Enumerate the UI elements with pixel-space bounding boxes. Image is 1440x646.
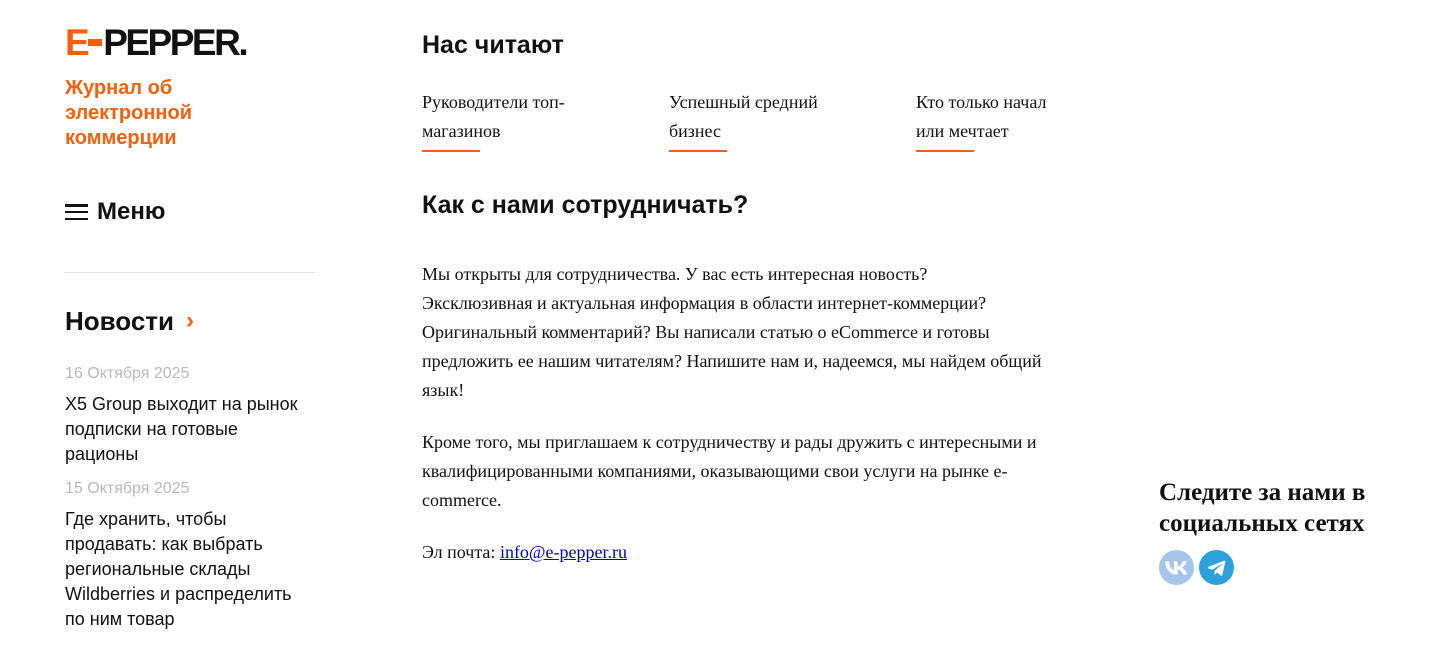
social-heading: Следите за нами в социальных сетях xyxy=(1159,479,1366,537)
sidebar-divider xyxy=(65,272,315,273)
hamburger-icon xyxy=(65,204,88,220)
site-logo[interactable] xyxy=(65,22,315,63)
reader-item xyxy=(916,88,1066,152)
logo-pepper-text: PEPPER xyxy=(103,22,239,63)
news-item xyxy=(65,479,315,632)
reader-item-label: Кто только начал или мечтает xyxy=(916,92,1047,141)
reader-item-underline xyxy=(669,150,727,152)
menu-label: Меню xyxy=(97,198,166,225)
readers-list xyxy=(422,88,1102,152)
telegram-icon[interactable] xyxy=(1199,550,1234,585)
menu-button[interactable] xyxy=(65,198,315,226)
news-link[interactable]: X5 Group выходит на рынок подписки на готовые рационы xyxy=(65,394,298,464)
main-content xyxy=(422,30,1102,567)
contact-email-line xyxy=(422,538,1102,567)
news-date: 15 Октября 2025 xyxy=(65,480,190,497)
logo-dot: . xyxy=(238,22,247,63)
readers-heading: Нас читают xyxy=(422,31,564,59)
news-section-title: Новости xyxy=(65,306,175,336)
left-sidebar xyxy=(65,22,315,632)
reader-item xyxy=(669,88,916,152)
site-tagline: Журнал об электронной коммерции xyxy=(65,77,193,149)
logo-e-letter: E xyxy=(65,22,88,63)
news-section-link[interactable] xyxy=(65,306,315,336)
social-icons xyxy=(1159,550,1399,585)
logo-dash xyxy=(88,39,102,46)
reader-item-underline xyxy=(422,150,480,152)
email-link[interactable]: info@e-pepper.ru xyxy=(499,542,627,562)
social-section xyxy=(1159,477,1399,585)
reader-item xyxy=(422,88,669,152)
chevron-right-icon: › xyxy=(186,307,195,334)
news-link[interactable]: Где хранить, чтобы продавать: как выбрать региональные склады Wildberries и распределить по ним товар xyxy=(65,509,292,629)
cooperation-heading: Как с нами сотрудничать? xyxy=(422,191,749,219)
cooperation-paragraph: Кроме того, мы приглашаем к сотрудничеству и рады дружить с интересными и квалифицированными компаниями, оказывающими свои услуги на рынке e-commerce. xyxy=(422,432,1037,510)
reader-item-label: Успешный средний бизнес xyxy=(669,92,818,141)
news-date: 16 Октября 2025 xyxy=(65,365,190,382)
news-item xyxy=(65,364,315,467)
email-label: Эл почта: xyxy=(422,542,500,562)
reader-item-underline xyxy=(916,150,974,152)
vk-icon[interactable] xyxy=(1159,550,1194,585)
reader-item-label: Руководители топ-магазинов xyxy=(422,92,565,141)
cooperation-paragraph: Мы открыты для сотрудничества. У вас есть интересная новость? Эксклюзивная и актуальная информация в области интернет-коммерции? Оригинальный комментарий? Вы написали статью о eCommerce и готовы предложить ее нашим читателям? Напишите нам и, надеемся, мы найдем общий язык! xyxy=(422,264,1042,400)
